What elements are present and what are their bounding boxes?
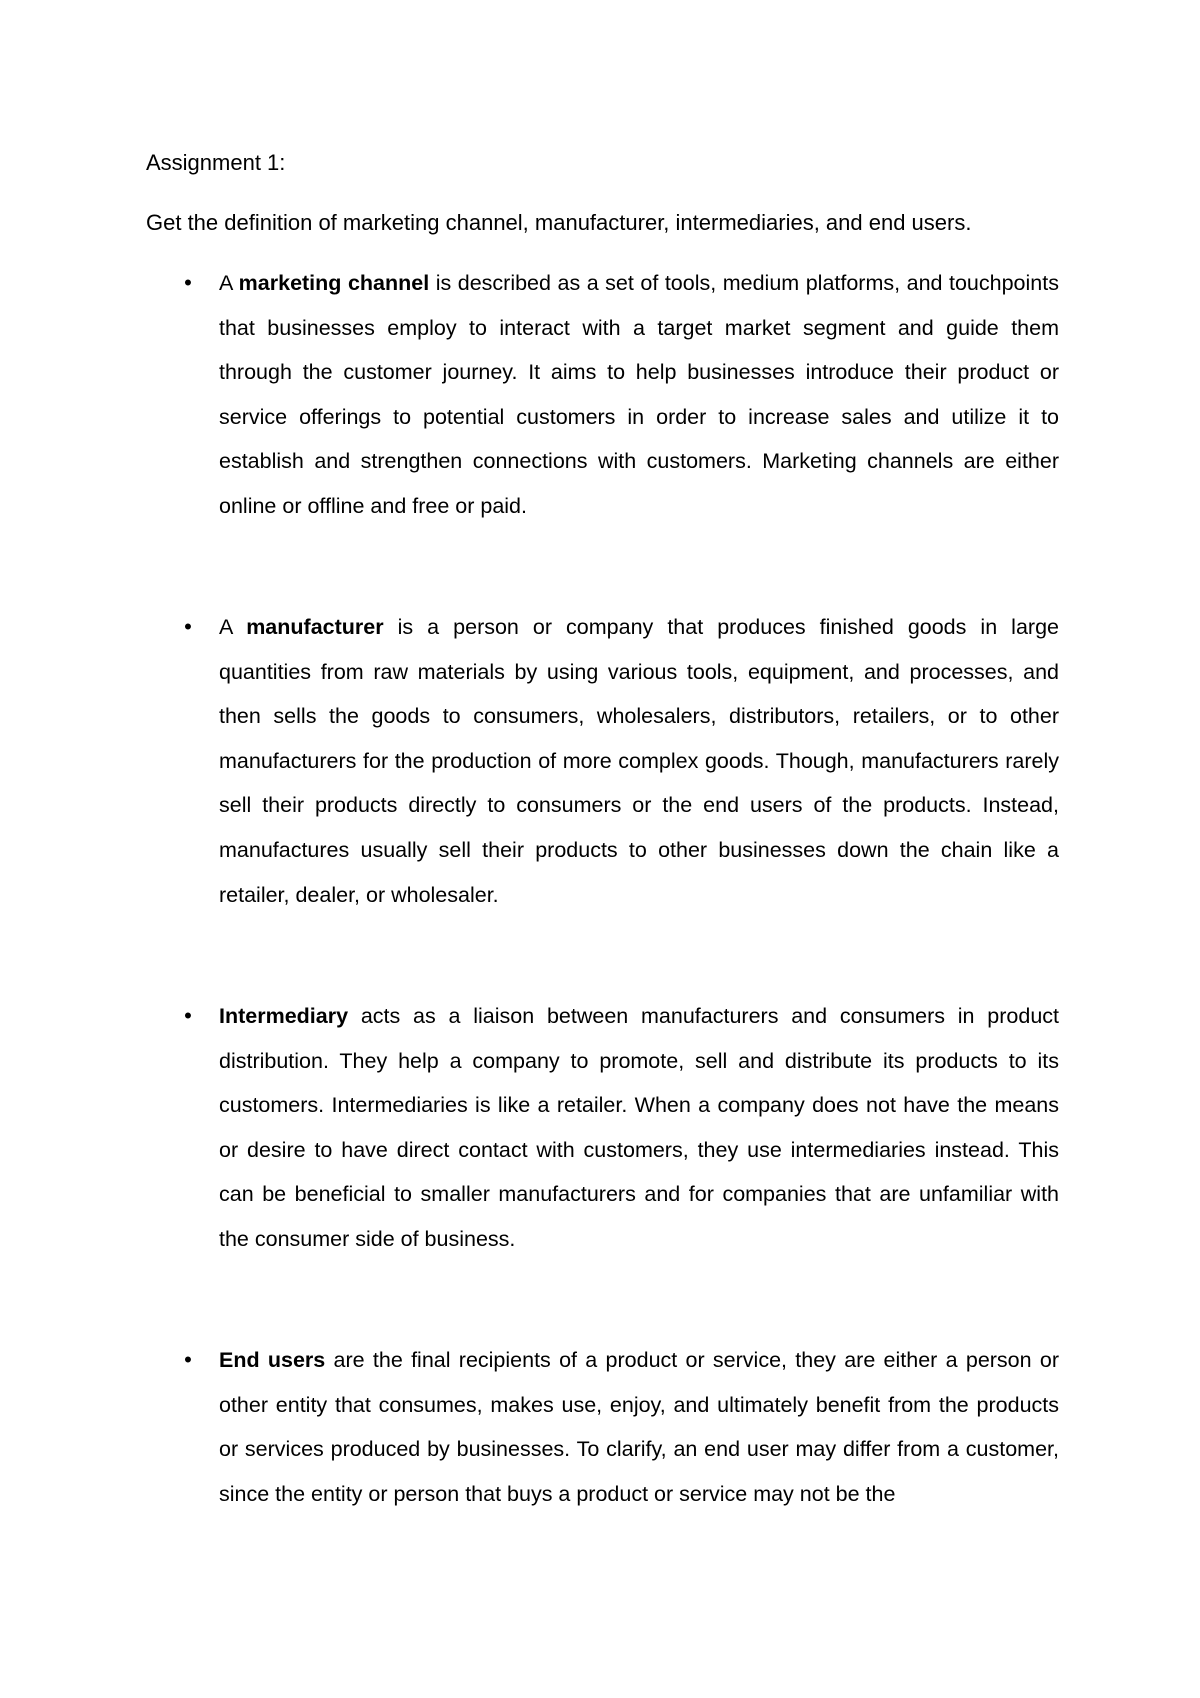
definition-text: is described as a set of tools, medium platforms, and touchpoints that businesses employ to interact with a target market segment and guide them through the customer journey. It aims to help businesses introduce their product or service offerings to potential customers in order to increase sales and utilize it to establish and strengthen connections with customers. Marketing channels are either online or offline and free or paid.	[219, 271, 1059, 518]
bullet-marker: •	[184, 1003, 192, 1028]
definition-text: is a person or company that produces finished goods in large quantities from raw materials by using various tools, equipment, and processes, and then sells the goods to consumers, wholesalers, distributors, retailers, or to other manufacturers for the production of more complex goods. Though, manufacturers rarely sell their products directly to consumers or the end users of the products. Instead, manufactures usually sell their products to other businesses down the chain like a retailer, dealer, or wholesaler.	[219, 615, 1059, 907]
definition-manufacturer	[219, 605, 1059, 917]
definition-intermediary	[219, 994, 1059, 1262]
assignment-title: Assignment 1:	[146, 150, 286, 175]
bullet-marker: •	[184, 1347, 192, 1372]
definition-term: Intermediary	[219, 1004, 349, 1028]
bullet-marker: •	[184, 614, 192, 639]
assignment-prompt: Get the definition of marketing channel, manufacturer, intermediaries, and end users.	[146, 210, 972, 235]
definition-term: End users	[219, 1348, 326, 1372]
definition-prefix: A	[219, 615, 247, 639]
definition-end-users	[219, 1338, 1059, 1516]
definition-term: manufacturer	[246, 615, 384, 639]
definition-text: are the final recipients of a product or service, they are either a person or other entity that consumes, makes use, enjoy, and ultimately benefit from the products or services produced by businesses. To clarify, an end user may differ from a customer, since the entity or person that buys a product or service may not be the	[219, 1348, 1059, 1506]
bullet-marker: •	[184, 270, 192, 295]
definition-prefix: A	[219, 271, 239, 295]
definition-marketing-channel	[219, 261, 1059, 529]
definition-text: acts as a liaison between manufacturers and consumers in product distribution. They help a company to promote, sell and distribute its products to its customers. Intermediaries is like a retailer. When a company does not have the means or desire to have direct contact with customers, they use intermediaries instead. This can be beneficial to smaller manufacturers and for companies that are unfamiliar with the consumer side of business.	[219, 1004, 1059, 1251]
definition-term: marketing channel	[238, 271, 430, 295]
